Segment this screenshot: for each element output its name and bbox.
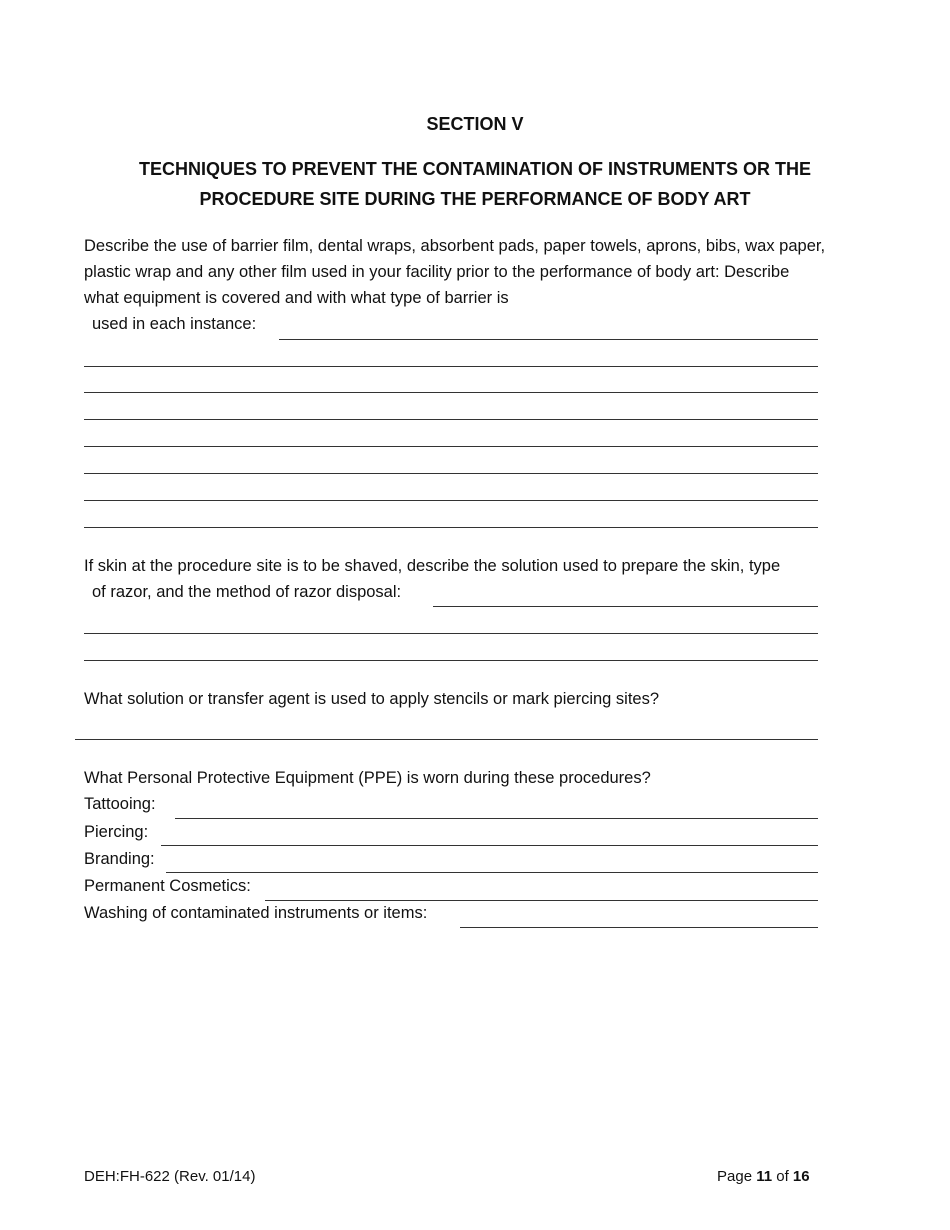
page-total: 16	[792, 1168, 810, 1185]
barrier-answer-line[interactable]	[84, 473, 818, 474]
barrier-answer-line[interactable]	[84, 419, 818, 420]
branding-label: Branding:	[84, 850, 155, 868]
shaving-answer-line[interactable]	[84, 660, 818, 661]
barrier-answer-line[interactable]	[84, 446, 818, 447]
page-of: of	[772, 1168, 793, 1185]
shaving-answer-line[interactable]	[84, 633, 818, 634]
tattooing-answer-line[interactable]	[175, 818, 818, 819]
barrier-question-line-1: Describe the use of barrier film, dental wraps, absorbent pads, paper towels, aprons, bibs, wax paper,	[84, 237, 826, 255]
barrier-answer-line[interactable]	[84, 527, 818, 528]
section-subtitle-line-1: TECHNIQUES TO PREVENT THE CONTAMINATION OF INSTRUMENTS OR THE	[138, 159, 811, 179]
barrier-answer-line[interactable]	[84, 366, 818, 367]
branding-answer-line[interactable]	[166, 872, 818, 873]
barrier-question-line-4: used in each instance:	[92, 315, 257, 333]
permanent-cosmetics-label: Permanent Cosmetics:	[84, 877, 251, 895]
form-id: DEH:FH-622 (Rev. 01/14)	[84, 1168, 256, 1185]
barrier-answer-line[interactable]	[279, 339, 818, 340]
piercing-label: Piercing:	[84, 823, 149, 841]
piercing-answer-line[interactable]	[161, 845, 818, 846]
page-number	[717, 1168, 810, 1185]
barrier-question-line-3: what equipment is covered and with what type of barrier is	[84, 289, 509, 307]
barrier-answer-line[interactable]	[84, 392, 818, 393]
barrier-question-line-2: plastic wrap and any other film used in your facility prior to the performance of body art: Describe	[84, 263, 790, 281]
page-prefix: Page	[717, 1168, 757, 1185]
section-title: SECTION V	[426, 114, 524, 134]
stencil-question: What solution or transfer agent is used to apply stencils or mark piercing sites?	[84, 690, 660, 708]
section-subtitle-line-2: PROCEDURE SITE DURING THE PERFORMANCE OF BODY ART	[199, 189, 751, 209]
barrier-answer-line[interactable]	[84, 500, 818, 501]
shaving-question-line-2: of razor, and the method of razor disposal:	[92, 583, 402, 601]
shaving-answer-line[interactable]	[433, 606, 818, 607]
ppe-question: What Personal Protective Equipment (PPE) is worn during these procedures?	[84, 769, 651, 787]
tattooing-label: Tattooing:	[84, 795, 156, 813]
page-current: 11	[756, 1168, 773, 1185]
shaving-question-line-1: If skin at the procedure site is to be shaved, describe the solution used to prepare the skin, type	[84, 557, 781, 575]
washing-answer-line[interactable]	[460, 927, 818, 928]
washing-label: Washing of contaminated instruments or items:	[84, 904, 428, 922]
stencil-answer-line[interactable]	[75, 739, 818, 740]
